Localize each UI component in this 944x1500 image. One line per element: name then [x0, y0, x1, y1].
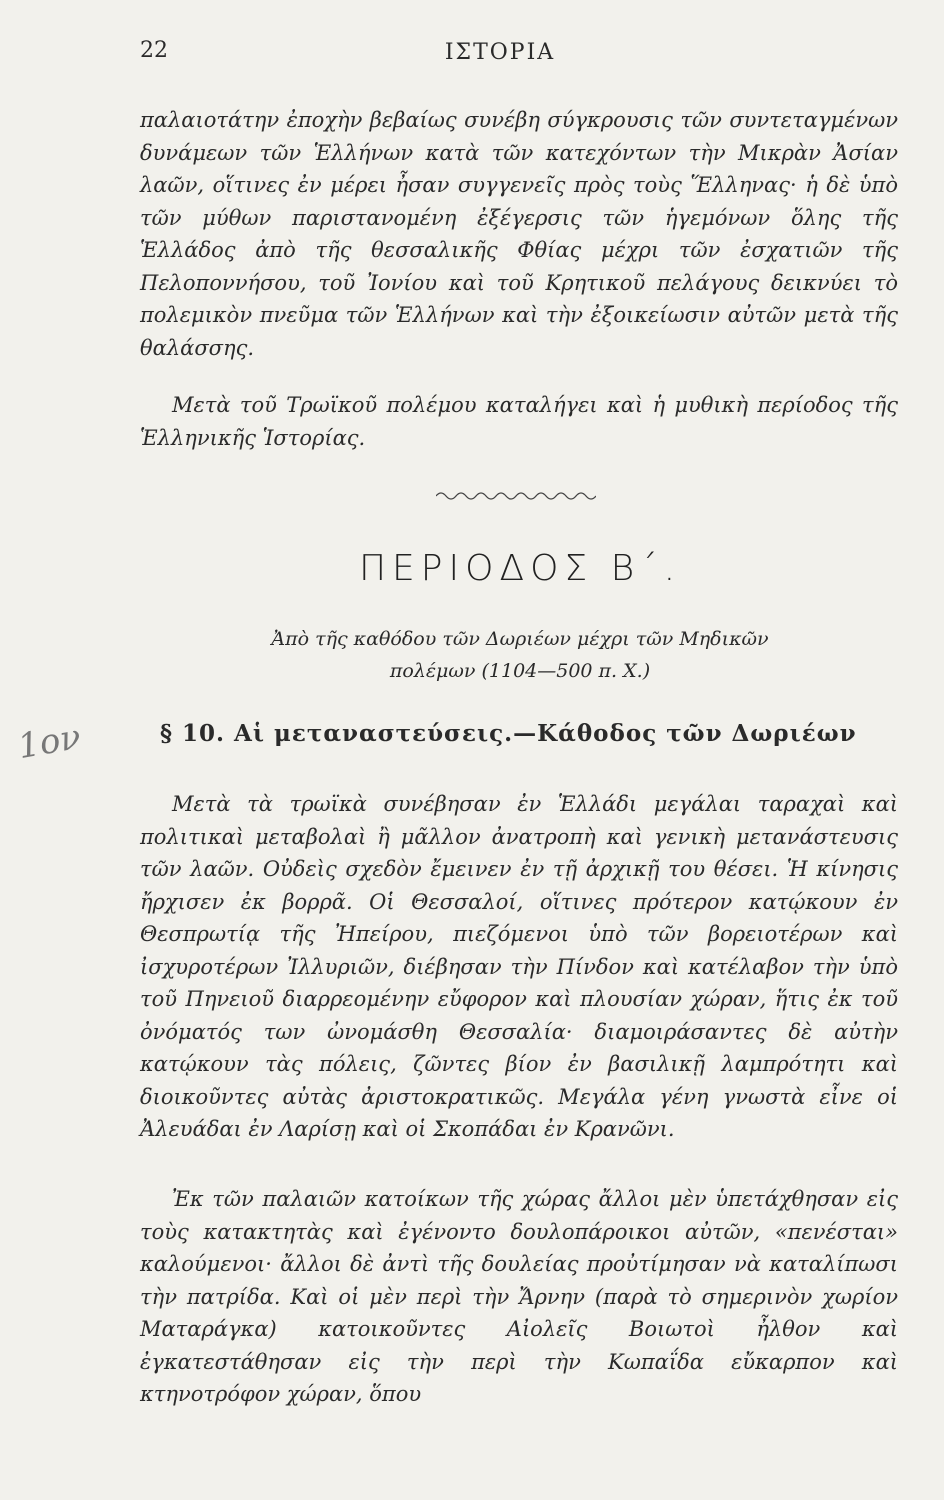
running-title: ΙΣΤΟΡΙΑ — [444, 40, 556, 65]
paragraph-migrations: Μετὰ τὰ τρωϊκὰ συνέβησαν ἐν Ἑλλάδι μεγάλαι ταραχαὶ καὶ πολιτικαὶ μεταβολαὶ ἢ μᾶλλον ἀνατροπὴ καὶ γενικὴ μετανάστευσις τῶν λαῶν. Οὐδεὶς σχεδὸν ἔμεινεν ἐν τῇ ἀρχικῇ του θέσει. Ἡ κίνησις ἤρχισεν ἐκ βορρᾶ. Οἱ Θεσσαλοί, οἵτινες πρότερον κατῴκουν ἐν Θεσπρωτίᾳ τῆς Ἠπείρου, πιεζόμενοι ὑπὸ τῶν βορειοτέρων καὶ ἰσχυροτέρων Ἰλλυριῶν, διέβησαν τὴν Πίνδον καὶ κατέλαβον τὴν ὑπὸ τοῦ Πηνειοῦ διαρρεομένην εὔφορον καὶ πλουσίαν χώραν, ἥτις ἐκ τοῦ ὀνόματός των ὠνομάσθη Θεσσαλία· διαμοιράσαντες δὲ αὐτὴν κατῴκουν τὰς πόλεις, ζῶντες βίον ἐν βασιλικῇ λαμπρότητι καὶ διοικοῦντες αὐτὰς ἀριστοκρατικῶς. Μεγάλα γένη γνωστὰ εἶνε οἱ Ἀλευάδαι ἐν Λαρίσῃ καὶ οἱ Σκοπάδαι ἐν Κρανῶνι. — [140, 792, 898, 1141]
page-header — [140, 38, 900, 78]
period-subtitle-line2: πολέμων (1104—500 π. Χ.) — [389, 660, 651, 682]
period-subtitle-line1: Ἀπὸ τῆς καθόδου τῶν Δωριέων μέχρι τῶν Μηδικῶν — [271, 628, 769, 650]
section-heading: § 10. Αἱ μεταναστεύσεις.—Κάθοδος τῶν Δωριέων — [160, 720, 857, 747]
paragraph-end-of-mythic-period: Μετὰ τοῦ Τρωϊκοῦ πολέμου καταλήγει καὶ ἡ μυθικὴ περίοδος τῆς Ἑλληνικῆς Ἱστορίας. — [140, 393, 898, 450]
paragraph-continued: παλαιοτάτην ἐποχὴν βεβαίως συνέβη σύγκρουσις τῶν συντεταγμένων δυνάμεων τῶν Ἑλλήνων κατὰ τῶν κατεχόντων τὴν Μικρὰν Ἀσίαν λαῶν, οἵτινες ἐν μέρει ἦσαν συγγενεῖς πρὸς τοὺς Ἕλληνας· ἡ δὲ ὑπὸ τῶν μύθων παριστανομένη ἐξέγερσις τῶν ἡγεμόνων ὅλης τῆς Ἑλλάδος ἀπὸ τῆς θεσσαλικῆς Φθίας μέχρι τῶν ἐσχατιῶν τῆς Πελοποννήσου, τοῦ Ἰονίου καὶ τοῦ Κρητικοῦ πελάγους δεικνύει τὸ πολεμικὸν πνεῦμα τῶν Ἑλλήνων καὶ τὴν ἐξοικείωσιν αὐτῶν μετὰ τῆς θαλάσσης. — [140, 108, 898, 360]
period-heading: ΠΕΡΙΟΔΟΣ Β΄. — [358, 548, 682, 589]
ornament-divider — [436, 490, 596, 502]
paragraph-old-inhabitants: Ἐκ τῶν παλαιῶν κατοίκων τῆς χώρας ἄλλοι μὲν ὑπετάχθησαν εἰς τοὺς κατακτητὰς καὶ ἐγένοντο δουλοπάροικοι αὐτῶν, «πενέσται» καλούμενοι· ἄλλοι δὲ ἀντὶ τῆς δουλείας προὐτίμησαν νὰ καταλίπωσι τὴν πατρίδα. Καὶ οἱ μὲν περὶ τὴν Ἄρνην (παρὰ τὸ σημερινὸν χωρίον Ματαράγκα) κατοικοῦντες Αἰολεῖς Βοιωτοὶ ἦλθον καὶ ἐγκατεστάθησαν εἰς τὴν περὶ τὴν Κωπαΐδα εὔκαρπον καὶ κτηνοτρόφον χώραν, ὅπου — [140, 1187, 898, 1406]
page-number: 22 — [140, 38, 168, 63]
margin-handwritten-note: 1ον — [15, 716, 84, 768]
